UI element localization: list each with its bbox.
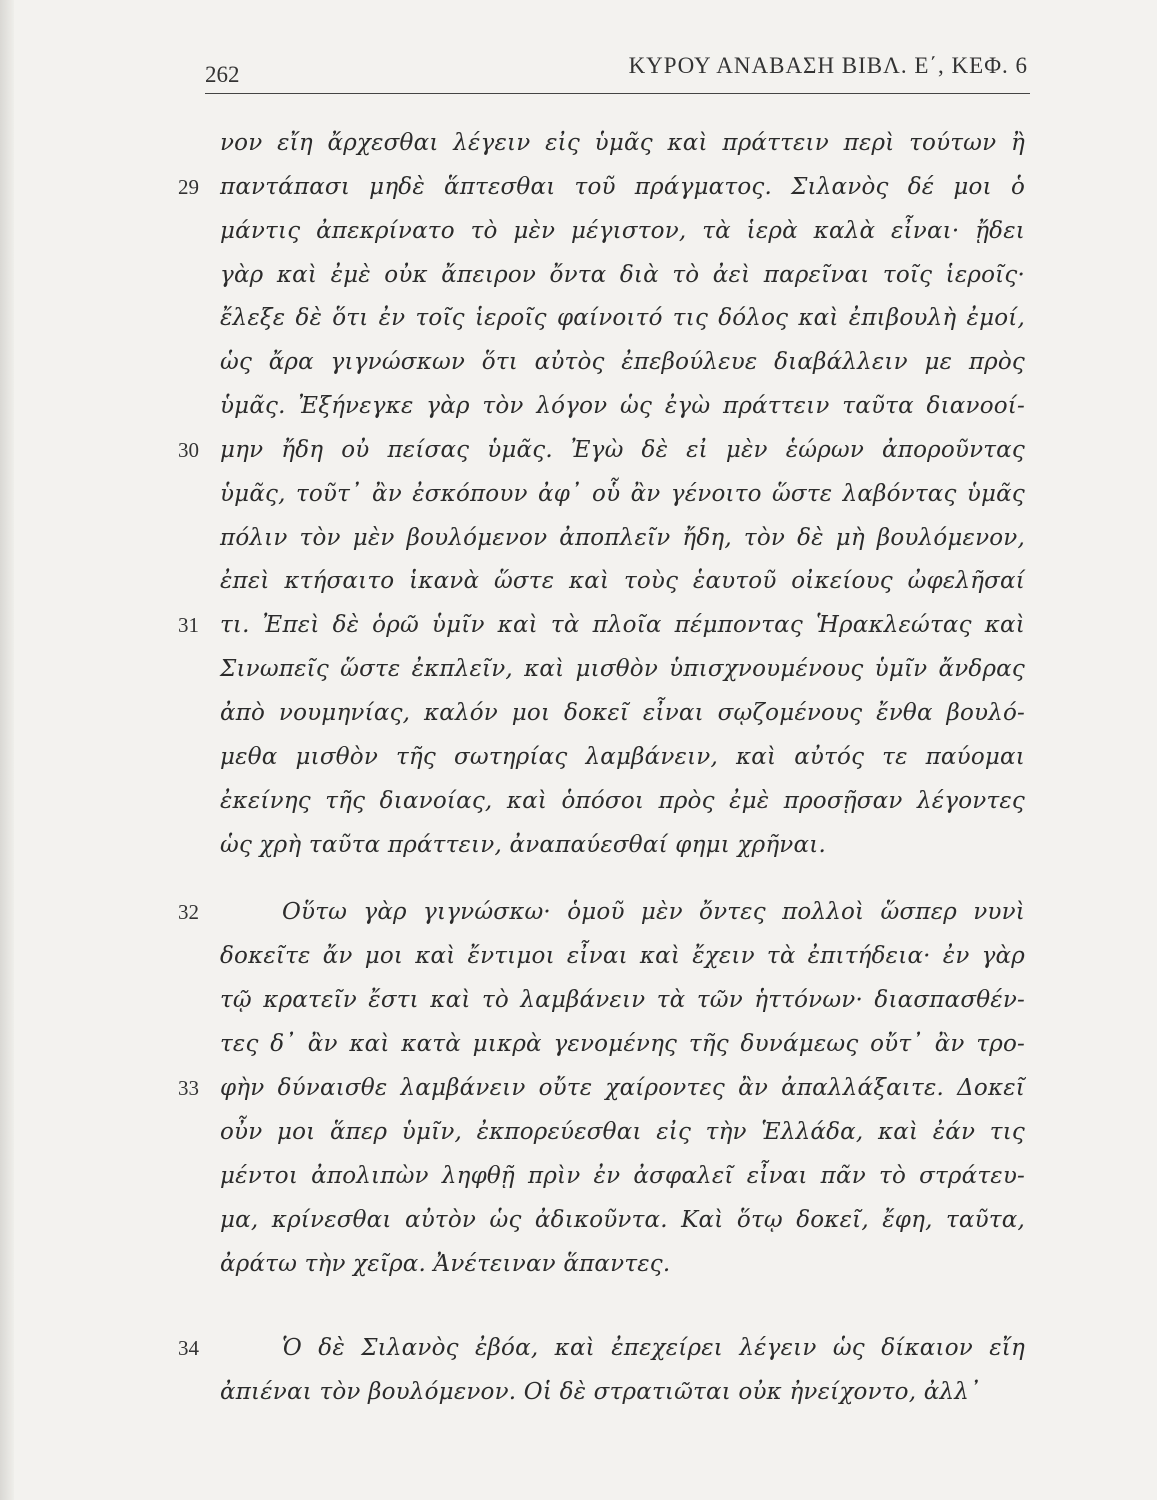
text-line: μάντις ἀπεκρίνατο τὸ μὲν μέγιστον, τὰ ἱερὰ καλὰ εἶναι· ᾔδει <box>220 218 1025 244</box>
text-line: Σινωπεῖς ὥστε ἐκπλεῖν, καὶ μισθὸν ὑπισχνουμένους ὑμῖν ἄνδρας <box>220 656 1025 682</box>
text-line: δοκεῖτε ἄν μοι καὶ ἔντιμοι εἶναι καὶ ἔχειν τὰ ἐπιτήδεια· ἐν γὰρ <box>220 943 1025 969</box>
text-line: μεθα μισθὸν τῆς σωτηρίας λαμβάνειν, καὶ αὐτός τε παύομαι <box>220 744 1025 770</box>
section-number: 34 <box>178 1336 199 1360</box>
text-line: ὑμᾶς, τοῦτ᾽ ἂν ἐσκόπουν ἀφ᾽ οὗ ἂν γένοιτο ὥστε λαβόντας ὑμᾶς <box>220 481 1025 507</box>
section-number: 31 <box>178 613 199 637</box>
text-line: οὖν μοι ἅπερ ὑμῖν, ἐκπορεύεσθαι εἰς τὴν Ἑλλάδα, καὶ ἐάν τις <box>220 1119 1025 1145</box>
text-line: Ὁ δὲ Σιλανὸς ἐβόα, καὶ ἐπεχείρει λέγειν ὡς δίκαιον εἴη <box>282 1335 1025 1361</box>
text-line: μην ἤδη οὐ πείσας ὑμᾶς. Ἐγὼ δὲ εἰ μὲν ἑώρων ἀποροῦντας <box>220 437 1025 463</box>
text-line: μα, κρίνεσθαι αὐτὸν ὡς ἀδικοῦντα. Καὶ ὅτῳ δοκεῖ, ἔφη, ταῦτα, <box>220 1207 1025 1233</box>
section-number: 29 <box>178 175 199 199</box>
header-rule <box>205 93 1030 94</box>
text-line: ἀπὸ νουμηνίας, καλόν μοι δοκεῖ εἶναι σῳζομένους ἔνθα βουλό- <box>220 700 1025 726</box>
text-line: φὴν δύναισθε λαμβάνειν οὔτε χαίροντες ἂν ἀπαλλάξαιτε. Δοκεῖ <box>220 1075 1025 1101</box>
text-line: ἔλεξε δὲ ὅτι ἐν τοῖς ἱεροῖς φαίνοιτό τις δόλος καὶ ἐπιβουλὴ ἐμοί, <box>220 305 1025 331</box>
text-line: ἐκείνης τῆς διανοίας, καὶ ὁπόσοι πρὸς ἐμὲ προσῇσαν λέγοντες <box>220 788 1025 814</box>
text-line: ὑμᾶς. Ἐξήνεγκε γὰρ τὸν λόγον ὡς ἐγὼ πράττειν ταῦτα διανοοί- <box>220 393 1025 419</box>
text-line: ἐπεὶ κτήσαιτο ἱκανὰ ὥστε καὶ τοὺς ἑαυτοῦ οἰκείους ὠφελῆσαί <box>220 568 1025 594</box>
text-line: μέντοι ἀπολιπὼν ληφθῇ πρὶν ἐν ἀσφαλεῖ εἶναι πᾶν τὸ στράτευ- <box>220 1163 1025 1189</box>
scan-edge-shadow <box>0 0 14 1500</box>
text-line: ὡς χρὴ ταῦτα πράττειν, ἀναπαύεσθαί φημι χρῆναι. <box>220 832 826 858</box>
text-line: παντάπασι μηδὲ ἅπτεσθαι τοῦ πράγματος. Σιλανὸς δέ μοι ὁ <box>220 174 1025 200</box>
text-line: ἀπιέναι τὸν βουλόμενον. Οἱ δὲ στρατιῶται οὐκ ἠνείχοντο, ἀλλ᾽ <box>220 1379 981 1405</box>
text-line: τῷ κρατεῖν ἔστι καὶ τὸ λαμβάνειν τὰ τῶν ἡττόνων· διασπασθέν- <box>220 987 1025 1013</box>
text-line: νον εἴη ἄρχεσθαι λέγειν εἰς ὑμᾶς καὶ πράττειν περὶ τούτων ἢ <box>220 130 1025 156</box>
section-number: 30 <box>178 438 199 462</box>
text-line: τι. Ἐπεὶ δὲ ὁρῶ ὑμῖν καὶ τὰ πλοῖα πέμποντας Ἡρακλεώτας καὶ <box>220 612 1025 638</box>
text-line: ὡς ἄρα γιγνώσκων ὅτι αὐτὸς ἐπεβούλευε διαβάλλειν με πρὸς <box>220 349 1025 375</box>
running-title: ΚΥΡΟΥ ΑΝΑΒΑΣΗ ΒΙΒΛ. Ε΄, ΚΕΦ. 6 <box>628 53 1028 78</box>
text-line: γὰρ καὶ ἐμὲ οὐκ ἄπειρον ὄντα διὰ τὸ ἀεὶ παρεῖναι τοῖς ἱεροῖς· <box>220 262 1025 288</box>
text-line: τες δ᾽ ἂν καὶ κατὰ μικρὰ γενομένης τῆς δυνάμεως οὔτ᾽ ἂν τρο- <box>220 1031 1025 1057</box>
page-number: 262 <box>205 62 240 87</box>
text-line: πόλιν τὸν μὲν βουλόμενον ἀποπλεῖν ἤδη, τὸν δὲ μὴ βουλόμενον, <box>220 525 1025 551</box>
section-number: 33 <box>178 1076 199 1100</box>
text-line: Οὕτω γὰρ γιγνώσκω· ὁμοῦ μὲν ὄντες πολλοὶ ὥσπερ νυνὶ <box>282 899 1025 925</box>
section-number: 32 <box>178 900 199 924</box>
page-header <box>205 48 1030 90</box>
text-line: ἀράτω τὴν χεῖρα. Ἀνέτειναν ἅπαντες. <box>220 1251 671 1277</box>
